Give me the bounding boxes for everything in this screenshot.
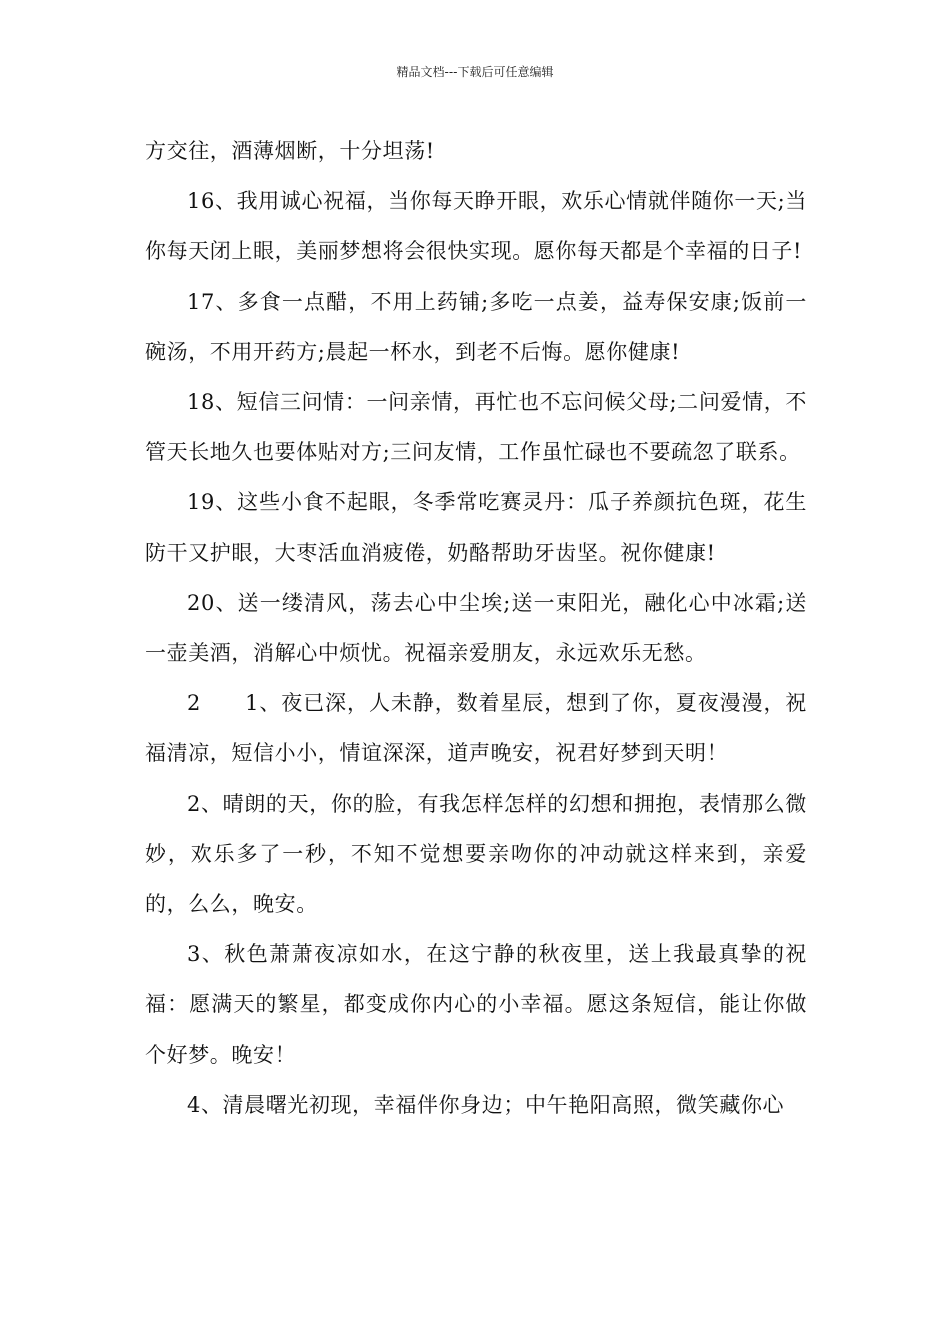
- paragraph-section2-4: 4、清晨曙光初现，幸福伴你身边；中午艳阳高照，微笑藏你心: [187, 1092, 785, 1117]
- paragraph-section2-1: 2 1、夜已深，人未静，数着星辰，想到了你，夏夜漫漫，祝福清凉，短信小小，情谊深深，道声晚安，祝君好梦到天明！: [145, 691, 807, 766]
- document-body: [145, 126, 807, 1130]
- paragraph-19: 19、这些小食不起眼，冬季常吃赛灵丹：瓜子养颜抗色斑，花生防干又护眼，大枣活血消疲倦，奶酪帮助牙齿坚。祝你健康!: [145, 490, 807, 565]
- paragraph-section2-3: 3、秋色萧萧夜凉如水，在这宁静的秋夜里，送上我最真挚的祝福：愿满天的繁星，都变成你内心的小幸福。愿这条短信，能让你做个好梦。晚安！: [145, 942, 807, 1067]
- paragraph-17: 17、多食一点醋，不用上药铺;多吃一点姜，益寿保安康;饭前一碗汤，不用开药方;晨起一杯水，到老不后悔。愿你健康!: [145, 289, 807, 364]
- paragraph-20: 20、送一缕清风，荡去心中尘埃;送一束阳光，融化心中冰霜;送一壶美酒，消解心中烦忧。祝福亲爱朋友，永远欢乐无愁。: [145, 590, 807, 666]
- paragraph-continuation: 方交往，酒薄烟断，十分坦荡!: [145, 139, 435, 163]
- paragraph-16: 16、我用诚心祝福，当你每天睁开眼，欢乐心情就伴随你一天;当你每天闭上眼，美丽梦想将会很快实现。愿你每天都是个幸福的日子!: [145, 189, 807, 264]
- paragraph-18: 18、短信三问情：一问亲情，再忙也不忘问候父母;二问爱情，不管天长地久也要体贴对方;三问友情，工作虽忙碌也不要疏忽了联系。: [145, 390, 807, 465]
- page-header: 精品文档---下载后可任意编辑: [396, 65, 554, 79]
- paragraph-section2-2: 2、晴朗的天，你的脸，有我怎样怎样的幻想和拥抱，表情那么微妙，欢乐多了一秒，不知不觉想要亲吻你的冲动就这样来到，亲爱的，么么，晚安。: [145, 791, 807, 917]
